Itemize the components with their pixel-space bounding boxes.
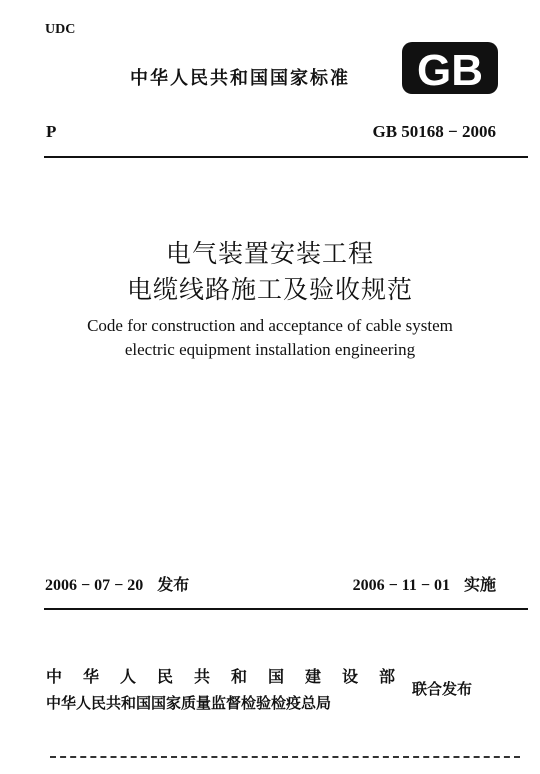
implement-label: 实施	[463, 575, 496, 594]
footer-divider	[44, 608, 528, 610]
issue-date-block	[45, 572, 189, 595]
issuer-ministry: 中华人民共和国建设部	[46, 667, 417, 686]
gb-logo	[400, 40, 500, 96]
title-en-line1: Code for construction and acceptance of cable system	[87, 316, 453, 335]
issuer-aqsiq: 中华人民共和国国家质量监督检验检疫总局	[46, 694, 332, 712]
bottom-dashed-rule	[50, 756, 520, 758]
standard-type-title: 中华人民共和国国家标准	[130, 68, 350, 89]
issue-label: 发布	[157, 575, 190, 594]
standard-number: GB 50168 − 2006	[372, 122, 496, 141]
classification-letter: P	[46, 122, 57, 141]
implement-date: 2006 − 11 − 01	[352, 577, 450, 594]
title-cn-line2: 电缆线路施工及验收规范	[126, 275, 413, 304]
joint-issue-label: 联合发布	[412, 680, 473, 698]
implement-date-block	[353, 572, 496, 595]
issue-date: 2006 − 07 − 20	[45, 577, 144, 594]
title-cn-line1: 电气装置安装工程	[165, 239, 374, 268]
udc-label: UDC	[45, 22, 76, 37]
header-divider	[44, 156, 528, 158]
title-en-line2: electric equipment installation engineering	[124, 340, 416, 359]
gb-logo-text: GB	[417, 46, 483, 95]
